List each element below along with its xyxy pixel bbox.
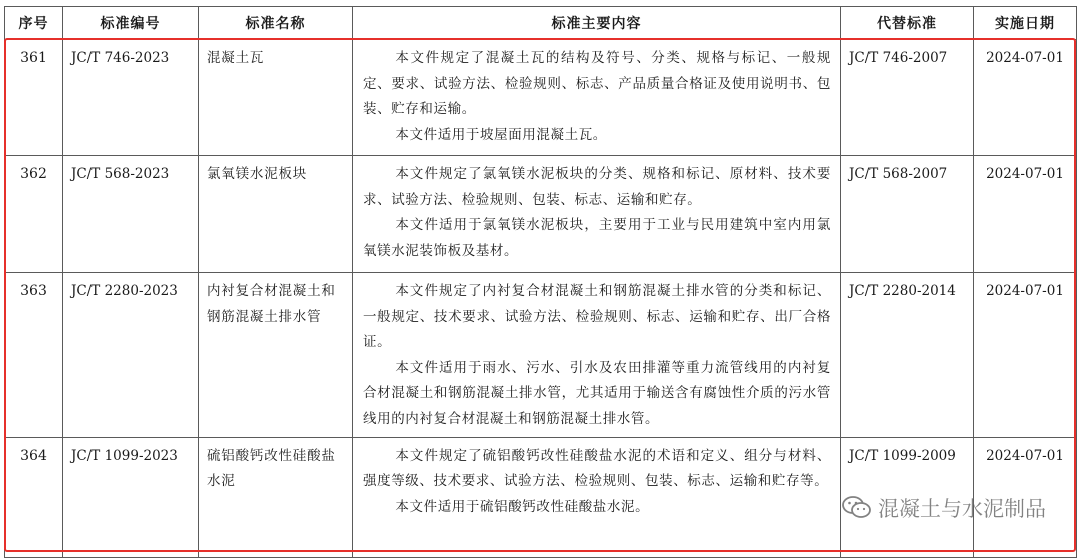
content-paragraph: 本文件规定了混凝土瓦的结构及符号、分类、规格与标记、一般规定、要求、试验方法、检验规则、标志、产品质量合格证及使用说明书、包装、贮存和运输。 (363, 50, 831, 118)
cell-content (353, 40, 841, 156)
header-seq: 序号 (5, 7, 63, 40)
cell-code: JC/T 746-2023 (63, 40, 199, 156)
table-row (5, 156, 1077, 273)
cell-seq: 361 (5, 40, 63, 156)
cell-content (353, 437, 841, 557)
content-paragraph: 本文件规定了硫铝酸钙改性硅酸盐水泥的术语和定义、组分与材料、强度等级、技术要求、试验方法、检验规则、包装、标志、运输和贮存等。 (363, 447, 831, 490)
header-date: 实施日期 (974, 7, 1077, 40)
cell-date: 2024-07-01 (974, 40, 1077, 156)
cell-name: 氯氧镁水泥板块 (199, 156, 353, 273)
wechat-icon (842, 495, 872, 521)
table-row (5, 40, 1077, 156)
header-code: 标准编号 (63, 7, 199, 40)
cell-date: 2024-07-01 (974, 273, 1077, 438)
content-paragraph: 本文件适用于坡屋面用混凝土瓦。 (395, 126, 607, 143)
cell-name: 硫铝酸钙改性硅酸盐水泥 (199, 437, 353, 557)
header-name: 标准名称 (199, 7, 353, 40)
cell-content (353, 273, 841, 438)
watermark-text: 混凝土与水泥制品 (878, 497, 1046, 521)
cell-replace: JC/T 1099-2009 (841, 437, 974, 557)
header-replace: 代替标准 (841, 7, 974, 40)
content-paragraph: 本文件规定了氯氧镁水泥板块的分类、规格和标记、原材料、技术要求、试验方法、检验规则、包装、标志、运输和贮存。 (363, 166, 831, 208)
table-header-row (5, 7, 1077, 40)
cell-replace: JC/T 746-2007 (841, 40, 974, 156)
content-paragraph: 本文件适用于硫铝酸钙改性硅酸盐水泥。 (395, 498, 650, 515)
cell-seq: 363 (5, 273, 63, 438)
cell-code: JC/T 2280-2023 (63, 273, 199, 438)
cell-date: 2024-07-01 (974, 156, 1077, 273)
cell-replace: JC/T 568-2007 (841, 156, 974, 273)
content-paragraph: 本文件适用于氯氧镁水泥板块，主要用于工业与民用建筑中室内用氯氧镁水泥装饰板及基材。 (363, 217, 831, 259)
cell-name: 混凝土瓦 (199, 40, 353, 156)
cell-name: 内衬复合材混凝土和钢筋混凝土排水管 (199, 273, 353, 438)
cell-code: JC/T 1099-2023 (63, 437, 199, 557)
watermark (842, 493, 1046, 523)
cell-seq: 364 (5, 437, 63, 557)
table-row (5, 273, 1077, 438)
cell-date: 2024-07-01 (974, 437, 1077, 557)
header-content: 标准主要内容 (353, 7, 841, 40)
content-paragraph: 本文件规定了内衬复合材混凝土和钢筋混凝土排水管的分类和标记、一般规定、技术要求、试验方法、检验规则、标志、运输和贮存、出厂合格证。 (363, 283, 831, 351)
cell-content (353, 156, 841, 273)
standards-table (4, 6, 1077, 558)
cell-seq: 362 (5, 156, 63, 273)
cell-replace: JC/T 2280-2014 (841, 273, 974, 438)
content-paragraph: 本文件适用于雨水、污水、引水及农田排灌等重力流管线用的内衬复合材混凝土和钢筋混凝土排水管，尤其适用于输送含有腐蚀性介质的污水管线用的内衬复合材混凝土和钢筋混凝土排水管。 (363, 359, 831, 427)
cell-code: JC/T 568-2023 (63, 156, 199, 273)
